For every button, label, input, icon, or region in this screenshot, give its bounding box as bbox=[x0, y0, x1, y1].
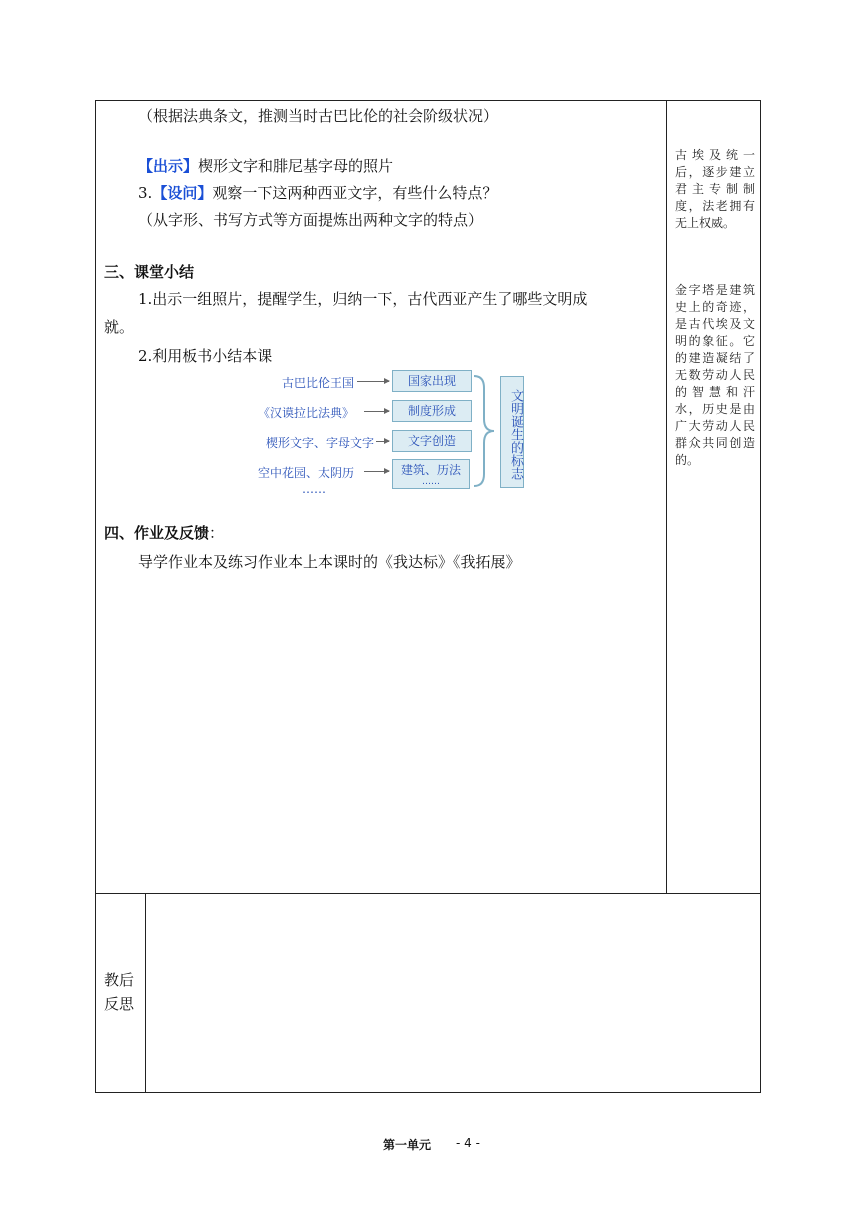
diagram-label-garden: 空中花园、太阴历 bbox=[257, 466, 354, 480]
text-feature-note: （从字形、书写方式等方面提炼出两种文字的特点） bbox=[138, 211, 484, 229]
arrow-icon bbox=[364, 411, 389, 412]
reflection-label bbox=[104, 968, 134, 1016]
diagram-vertical-label: 文明诞生的标志 bbox=[500, 376, 524, 488]
summary-item-2: 2.利用板书小结本课 bbox=[138, 347, 273, 365]
homework-text: 导学作业本及练习作业本上本课时的《我达标》《我拓展》 bbox=[138, 553, 521, 571]
diagram-box-writing: 文字创造 bbox=[392, 430, 472, 452]
section-3-title: 三、课堂小结 bbox=[104, 263, 195, 281]
section-4-colon: ： bbox=[209, 524, 225, 542]
question-text: 观察一下这两种西亚文字，有些什么特点？ bbox=[212, 184, 498, 202]
diagram-ellipsis: …… bbox=[302, 482, 326, 496]
sidebar-divider bbox=[666, 100, 667, 893]
summary-item-1-cont: 就。 bbox=[104, 318, 135, 336]
sidebar-note-egypt: 古埃及统一后，逐步建立君主专制制度，法老拥有无上权威。 bbox=[675, 148, 755, 230]
show-tag: 【出示】 bbox=[138, 157, 199, 175]
show-text: 楔形文字和腓尼基字母的照片 bbox=[198, 157, 394, 175]
arrow-icon bbox=[364, 471, 389, 472]
diagram-box-architecture bbox=[392, 459, 470, 489]
diagram-label-scripts: 楔形文字、字母文字 bbox=[265, 436, 374, 450]
text-inference-note: （根据法典条文，推测当时古巴比伦的社会阶级状况） bbox=[138, 107, 499, 125]
question-tag: 【设问】 bbox=[152, 184, 213, 202]
diagram-label-code: 《汉谟拉比法典》 bbox=[257, 406, 354, 420]
footer-unit: 第一单元 bbox=[383, 1138, 432, 1152]
section-4-title bbox=[104, 523, 224, 543]
question-number: 3. bbox=[138, 184, 153, 202]
diagram-box-state: 国家出现 bbox=[392, 370, 472, 392]
table-border-right bbox=[760, 100, 761, 1093]
footer-page-number: - 4 - bbox=[456, 1136, 480, 1150]
section-4-title-text: 四、作业及反馈 bbox=[104, 524, 210, 542]
table-border-top bbox=[95, 100, 761, 101]
box-text: 建筑、历法 bbox=[400, 463, 461, 477]
arrow-icon bbox=[357, 381, 389, 382]
summary-item-1: 1.出示一组照片，提醒学生，归纳一下，古代西亚产生了哪些文明成 bbox=[138, 290, 588, 308]
table-border-left bbox=[95, 100, 96, 1093]
reflection-content[interactable] bbox=[146, 894, 760, 1092]
table-border-bottom bbox=[95, 1092, 761, 1093]
box-ellipsis: …… bbox=[422, 477, 440, 487]
brace-icon bbox=[472, 374, 498, 488]
show-line bbox=[138, 156, 393, 176]
diagram-box-system: 制度形成 bbox=[392, 400, 472, 422]
sidebar-note-pyramid: 金字塔是建筑史上的奇迹，是古代埃及文明的象征。它的建造凝结了无数劳动人民的智慧和汗水，历史是由广大劳动人民群众共同创造的。 bbox=[675, 283, 755, 467]
arrow-icon bbox=[376, 441, 389, 442]
diagram-label-babylon: 古巴比伦王国 bbox=[281, 376, 354, 390]
reflection-label-line1: 教后 bbox=[104, 971, 135, 989]
question-line bbox=[138, 183, 497, 203]
reflection-label-line2: 反思 bbox=[104, 995, 135, 1013]
